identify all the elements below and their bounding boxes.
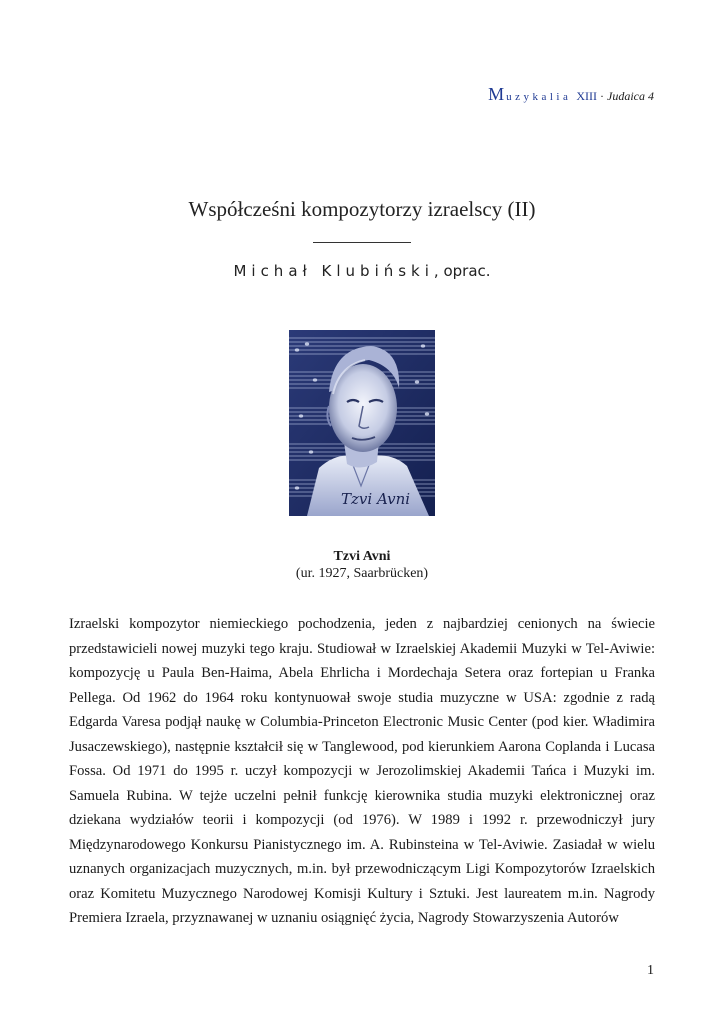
journal-name: uzykalia <box>506 91 572 103</box>
article-author <box>0 262 724 280</box>
page-number: 1 <box>647 963 654 978</box>
caption-details: (ur. 1927, Saarbrücken) <box>295 566 429 581</box>
journal-initial: M <box>488 84 507 104</box>
title-divider <box>313 242 411 243</box>
author-role: , oprac. <box>433 262 491 280</box>
article-title: Współcześni kompozytorzy izraelscy (II) <box>188 197 536 221</box>
author-name: Michał Klubiński <box>233 262 434 280</box>
caption-name: Tzvi Avni <box>333 549 391 564</box>
composer-portrait <box>289 330 435 516</box>
running-header <box>488 84 654 105</box>
journal-series: Judaica 4 <box>607 89 654 103</box>
portrait-image <box>289 330 435 516</box>
header-separator: · <box>600 89 604 103</box>
portrait-signature: Tzvi Avni <box>341 490 411 508</box>
body-paragraph: Izraelski kompozytor niemieckiego pochodzenia, jeden z najbardziej cenionych na świecie przedstawicieli nowej muzyki tego kraju. Studiował w Izraelskiej Akademii Muzyki w Tel-Aviwie: kompozycję u Paula Ben-Haima, Abela Ehrlicha i Mordechaja Setera oraz fortepian u Franka Pellega. Od 1962 do 1964 roku kontynuował swoje studia muzyczne w USA: zgodnie z radą Edgarda Varesa podjął naukę w Columbia-Princeton Electronic Music Center (pod kier. Władimira Jusaczewskiego), następnie kształcił się w Tanglewood, pod kierunkiem Aarona Coplanda i Lucasa Fossa. Od 1971 do 1995 r. uczył kompozycji w Jerozolimskiej Akademii Tańca i Muzyki im. Samuela Rubina. W tejże uczelni pełnił funkcję kierownika studia muzyki elektronicznej oraz dziekana wydziałów teorii i kompozycji (od 1976). W 1989 i 1992 r. przewodniczył jury Międzynarodowego Konkursu Pianistycznego im. A. Rubinsteina w Tel-Aviwie. Zasiadał w wielu uznanych organizacjach muzycznych, m.in. był przewodniczącym Ligi Kompozytorów Izraelskich oraz Komitetu Muzycznego Narodowej Komisji Kultury i Sztuki. Jest laureatem m.in. Nagrody Premiera Izraela, przyznawanej w uznaniu osiągnięć życia, Nagrody Stowarzyszenia Autorów <box>69 616 655 926</box>
journal-volume: XIII <box>576 89 597 103</box>
